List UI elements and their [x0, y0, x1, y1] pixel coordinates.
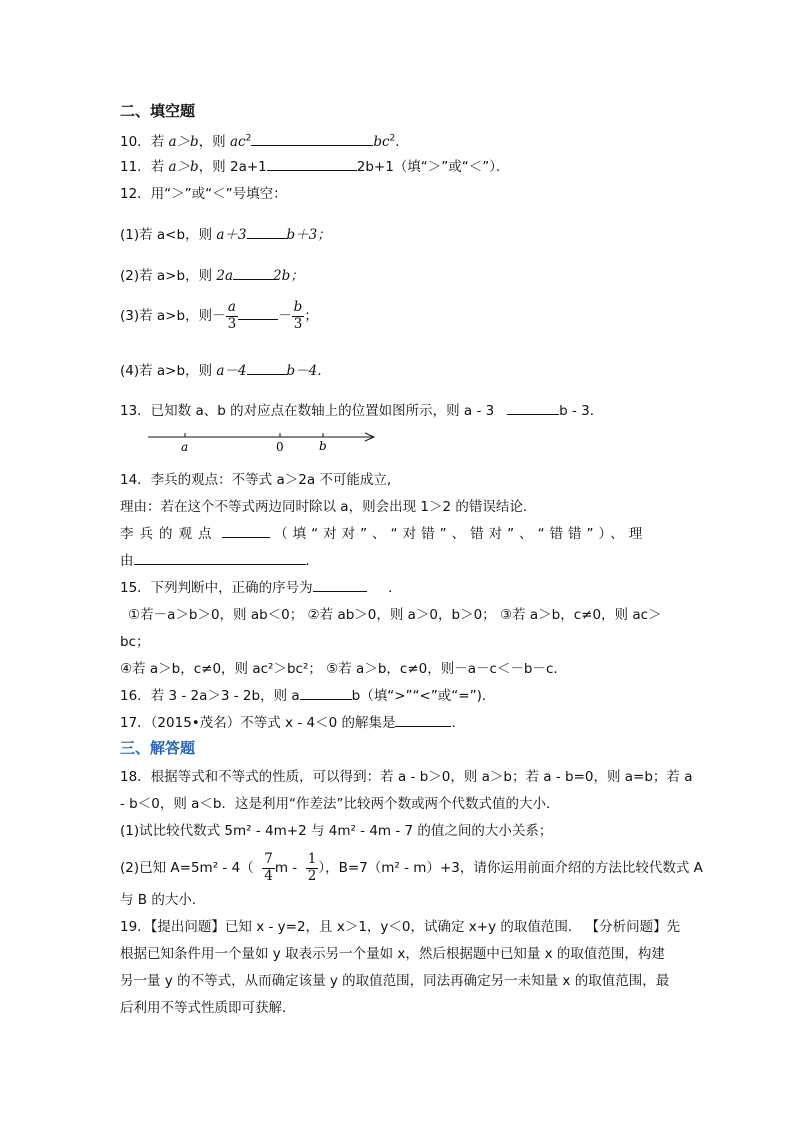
lhs: a＋3: [216, 227, 247, 243]
label-zero: 0: [276, 440, 284, 454]
text: ；: [304, 308, 318, 325]
condition: a＞b: [168, 134, 199, 150]
question-12-part-1: [120, 223, 331, 243]
answer-blank[interactable]: [300, 687, 352, 700]
numerator: 7: [264, 851, 273, 867]
text: (4)若 a>b，则: [120, 363, 217, 379]
question-18-line-3: (1)试比较代数式 5m² - 4m+2 与 4m² - 4m - 7 的值之间的大小关系；: [120, 823, 553, 839]
answer-blank[interactable]: [233, 267, 273, 280]
answer-blank[interactable]: [267, 158, 357, 171]
question-19-line-4: 后利用不等式性质即可获解．: [120, 1000, 296, 1016]
rhs: b＋3；: [286, 227, 331, 243]
text: m -: [274, 860, 298, 877]
answer-blank[interactable]: [251, 133, 373, 146]
exponent: 2: [245, 133, 252, 144]
text: b（填“>”“<”或“=”)．: [351, 688, 496, 704]
text: 2b+1（填“＞”或“＜”）．: [356, 159, 510, 175]
question-19-line-2: 根据已知条件用一个量如 y 取表示另一个量如 x，然后根据题中已知量 x 的取值范围，构建: [120, 946, 665, 962]
answer-blank[interactable]: [238, 307, 278, 320]
answer-blank[interactable]: [247, 226, 287, 239]
question-12-part-2: [120, 264, 304, 284]
answer-blank[interactable]: [222, 525, 270, 538]
answer-blank[interactable]: [507, 402, 559, 415]
question-13: [120, 399, 603, 419]
question-10: [120, 130, 409, 150]
text: 15．下列判断中，正确的序号为: [120, 580, 313, 596]
question-14-line-4: [120, 549, 319, 569]
question-15-line-3: bc；: [120, 634, 150, 650]
question-15-line-2: ①若－a＞b＞0，则 ab＜0； ②若 ab＞0，则 a＞0，b＞0； ③若 a＞b，c≠0，则 ac＞: [128, 607, 662, 623]
text: (1)若 a<b，则: [120, 227, 217, 243]
question-18-line-2: - b＜0，则 a＜b．这是利用“作差法”比较两个数或两个代数式值的大小．: [120, 796, 560, 812]
text: 李兵的观点: [120, 526, 218, 542]
text: 13．已知数 a、b 的对应点在数轴上的位置如图所示，则 a - 3: [120, 403, 495, 419]
text: (2)若 a>b，则: [120, 268, 217, 284]
question-11: [120, 155, 510, 175]
question-18-line-4: [120, 852, 703, 884]
text: 由: [120, 553, 134, 569]
lhs: a－4: [216, 363, 247, 379]
question-14-line-3: [120, 522, 647, 542]
denominator: 2: [307, 867, 317, 884]
text: (3)若 a>b，则－: [120, 308, 226, 325]
question-18-line-1: 18．根据等式和不等式的性质，可以得到：若 a - b＞0，则 a＞b；若 a - b=0，则 a=b；若 a: [120, 769, 693, 785]
fraction-b-over-3: [292, 300, 305, 332]
numerator: b: [293, 299, 303, 315]
answer-blank[interactable]: [395, 714, 451, 727]
lhs: 2a: [216, 268, 233, 284]
text: 17．（2015•茂名）不等式 x - 4＜0 的解集是: [120, 715, 396, 731]
fraction-a-over-3: [226, 300, 239, 332]
text: (2)已知 A=5m² - 4（: [120, 860, 254, 877]
rhs: b－4.: [286, 363, 322, 379]
question-12: 12．用“＞”或“＜”号填空：: [120, 186, 287, 202]
question-18-line-5: 与 B 的大小．: [120, 892, 206, 908]
text: －: [278, 308, 292, 325]
text: ．: [451, 715, 465, 731]
question-number: 10．: [120, 134, 151, 150]
condition: a＞b: [168, 159, 199, 175]
text: b - 3．: [559, 403, 604, 419]
question-14-line-2: 理由：若在这个不等式两边同时除以 a，则会出现 1＞2 的错误结论．: [120, 499, 537, 515]
number-line: [140, 426, 390, 456]
text: 若: [150, 159, 169, 175]
answer-blank[interactable]: [313, 579, 367, 592]
section-title-answer: 三、解答题: [120, 739, 196, 757]
question-19-line-1: 19．【提出问题】已知 x - y=2，且 x＞1，y＜0，试确定 x+y 的取值范围． 【分析问题】先: [120, 919, 681, 935]
answer-blank[interactable]: [134, 552, 306, 565]
lhs: ac: [229, 134, 246, 150]
question-12-part-4: [120, 359, 322, 379]
denominator: 3: [293, 315, 303, 332]
question-17: [120, 711, 465, 731]
answer-blank[interactable]: [247, 362, 287, 375]
text: ，则: [198, 134, 230, 150]
exponent: 2: [389, 133, 396, 144]
question-number: 11．: [120, 159, 151, 175]
text: 16．若 3 - 2a＞3 - 2b，则 a: [120, 688, 300, 704]
text: ．: [305, 553, 319, 569]
denominator: 3: [227, 315, 237, 332]
text: ），B=7（m² - m）+3，请你运用前面介绍的方法比较代数式 A: [318, 860, 703, 877]
question-14-line-1: 14．李兵的观点：不等式 a＞2a 不可能成立,: [120, 472, 392, 488]
fraction-7-over-4: [262, 852, 275, 884]
question-15-line-4: ④若 a＞b，c≠0，则 ac²＞bc²； ⑤若 a＞b，c≠0，则－a－c＜－b－c．: [120, 661, 567, 677]
question-19-line-3: 另一量 y 的不等式，从而确定该量 y 的取值范围，同法再确定另一未知量 x 的取值范围，最: [120, 973, 670, 989]
rhs: bc: [373, 134, 390, 150]
numerator: a: [226, 300, 239, 317]
denominator: 4: [264, 867, 273, 884]
numerator: 1: [307, 851, 317, 867]
question-16: [120, 684, 495, 704]
text: （填“对对”、“对错”、错对”、“错错”）、理: [274, 526, 648, 542]
text: ．: [395, 134, 409, 150]
text: ，则 2a+1: [198, 159, 267, 175]
label-b: b: [319, 439, 327, 453]
text: 若: [150, 134, 169, 150]
label-a: a: [181, 440, 189, 454]
text: ．: [388, 580, 402, 596]
question-12-part-3: [120, 300, 318, 332]
fraction-1-over-2: [306, 852, 319, 884]
section-title-fill-in: 二、填空题: [120, 102, 196, 120]
question-15-line-1: [120, 576, 402, 596]
rhs: 2b；: [273, 268, 304, 284]
